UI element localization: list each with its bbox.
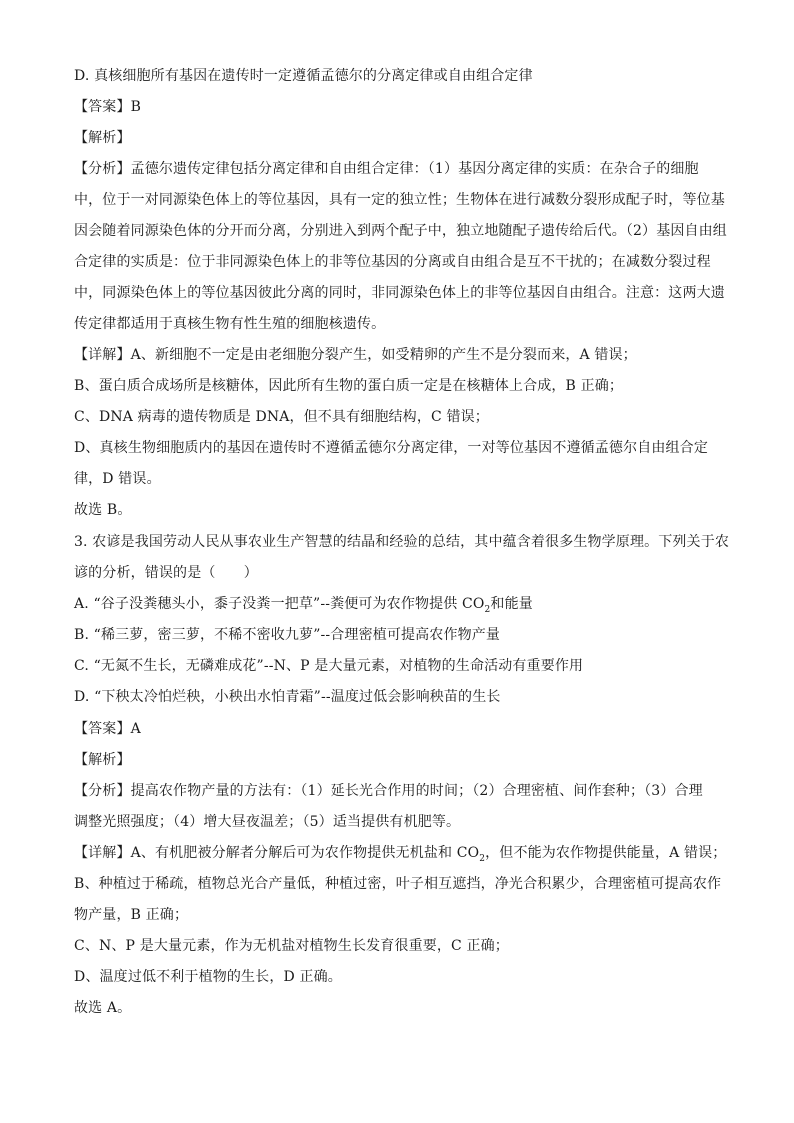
q3-option-b: B. “稀三萝，密三萝，不稀不密收九萝”--合理密植可提高农作物产量 <box>74 627 501 643</box>
q3-option-d: D. “下秧太冷怕烂秧，小秧出水怕青霜”--温度过低会影响秧苗的生长 <box>74 689 501 705</box>
q3-option-c: C. “无氮不生长，无磷难成花”--N、P 是大量元素，对植物的生命活动有重要作用 <box>74 658 584 674</box>
q2-conclusion: 故选 B。 <box>74 502 132 518</box>
q3-option-a-text: A. “谷子没粪穗头小，黍子没粪一把草”--粪便可为农作物提供 CO <box>74 596 485 612</box>
q3-detail-a-tail: ，但不能为农作物提供能量，A 错误； <box>485 845 727 861</box>
q2-detail-line: C、DNA 病毒的遗传物质是 DNA，但不具有细胞结构，C 错误； <box>74 409 489 425</box>
q3-stem-line: 谚的分析，错误的是（ ） <box>74 565 258 581</box>
q2-option-d: D. 真核细胞所有基因在遗传时一定遵循孟德尔的分离定律或自由组合定律 <box>74 68 533 84</box>
q3-answer: 【答案】A <box>74 721 141 737</box>
q3-detail-a-text: 【详解】A、有机肥被分解者分解后可为农作物提供无机盐和 CO <box>74 845 480 861</box>
q2-detail-line: 律，D 错误。 <box>74 471 161 487</box>
q3-analysis-line: 调整光照强度；（4）增大昼夜温差；（5）适当提供有机肥等。 <box>74 814 461 830</box>
q2-jiexi-heading: 【解析】 <box>74 130 131 146</box>
q2-detail-line: 【详解】A、新细胞不一定是由老细胞分裂产生，如受精卵的产生不是分裂而来，A 错误； <box>74 347 637 363</box>
q3-option-a-subscript: 2 <box>484 604 491 615</box>
q3-stem-line: 3. 农谚是我国劳动人民从事农业生产智慧的结晶和经验的总结，其中蕴含着很多生物学原理。下列关于农 <box>74 534 730 550</box>
q3-option-a-tail: 和能量 <box>490 596 533 612</box>
q3-detail-line: C、N、P 是大量元素，作为无机盐对植物生长发育很重要，C 正确； <box>74 938 509 954</box>
q2-analysis-line: 中，同源染色体上的等位基因彼此分离的同时，非同源染色体上的非等位基因自由组合。注意：这两大遗 <box>74 285 725 301</box>
q2-analysis-line: 【分析】孟德尔遗传定律包括分离定律和自由组合定律：（1）基因分离定律的实质：在杂合子的细胞 <box>74 161 699 177</box>
q3-detail-a <box>74 843 734 869</box>
q2-detail-line: D、真核生物细胞质内的基因在遗传时不遵循孟德尔分离定律，一对等位基因不遵循孟德尔自由组合定 <box>74 440 708 456</box>
q3-analysis-line: 【分析】提高农作物产量的方法有：（1）延长光合作用的时间；（2）合理密植、间作套种；（3）合理 <box>74 783 703 799</box>
q3-detail-line: D、温度过低不利于植物的生长，D 正确。 <box>74 969 342 985</box>
q3-conclusion: 故选 A。 <box>74 1000 132 1016</box>
q2-answer: 【答案】B <box>74 99 142 115</box>
q2-analysis-line: 中，位于一对同源染色体上的等位基因，具有一定的独立性；生物体在进行减数分裂形成配子时，等位基 <box>74 192 725 208</box>
q3-detail-a-subscript: 2 <box>479 853 486 864</box>
q3-detail-line: 物产量，B 正确； <box>74 907 189 923</box>
q2-analysis-line: 合定律的实质是：位于非同源染色体上的非等位基因的分离或自由组合是互不干扰的；在减数分裂过程 <box>74 254 711 270</box>
q3-detail-line: B、种植过于稀疏，植物总光合产量低，种植过密，叶子相互遮挡，净光合积累少，合理密植可提高农作 <box>74 876 722 892</box>
q2-analysis-line: 传定律都适用于真核生物有性生殖的细胞核遗传。 <box>74 316 386 332</box>
q2-detail-line: B、蛋白质合成场所是核糖体，因此所有生物的蛋白质一定是在核糖体上合成，B 正确； <box>74 378 624 394</box>
q2-analysis-line: 因会随着同源染色体的分开而分离，分别进入到两个配子中，独立地随配子遗传给后代。（2）基因自由组 <box>74 223 727 239</box>
q3-jiexi-heading: 【解析】 <box>74 752 131 768</box>
q3-option-a <box>74 594 734 620</box>
